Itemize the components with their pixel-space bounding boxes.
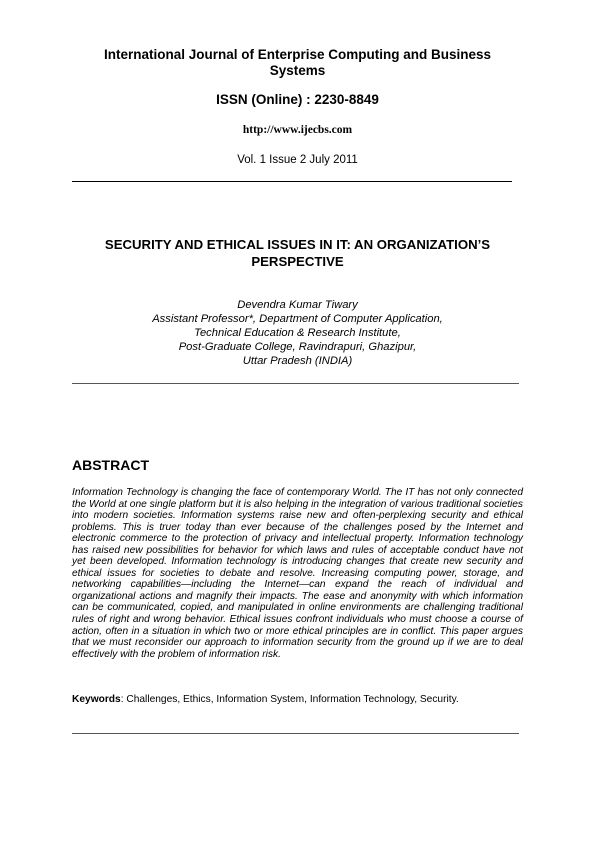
author-institute: Technical Education & Research Institute, xyxy=(194,327,401,339)
author-college: Post-Graduate College, Ravindrapuri, Ghazipur, xyxy=(178,341,417,353)
author-position: Assistant Professor*, Department of Computer Application, xyxy=(152,313,443,325)
section-divider xyxy=(72,383,519,384)
journal-title: International Journal of Enterprise Computing and Business Systems xyxy=(103,47,492,78)
paper-title: SECURITY AND ETHICAL ISSUES IN IT: AN ORGANIZATION’S PERSPECTIVE xyxy=(104,237,491,269)
keywords-text: : Challenges, Ethics, Information System, Information Technology, Security. xyxy=(120,694,459,705)
keywords-label: Keywords xyxy=(72,694,121,705)
footer-divider xyxy=(72,733,519,734)
journal-url[interactable]: http://www.ijecbs.com xyxy=(242,124,353,136)
keywords-line xyxy=(72,694,523,706)
abstract-body: Information Technology is changing the face of contemporary World. The IT has not only connected the World at one single platform but it is also helping in the integration of various traditional societies into modern societies. Information systems raise new and often-perplexing security and ethical problems. This is truer today than ever because of the challenges posed by the Internet and electronic commerce to the protection of privacy and intellectual property. Information technology has raised new possibilities for behavior for which laws and rules of acceptable conduct have not yet been developed. Information technology is introducing changes that create new security and ethical issues for societies to debate and resolve. Increasing computing power, storage, and networking capabilities—including the Internet—can expand the reach of individual and organizational actions and magnify their impacts. The ease and anonymity with which information can be communicated, copied, and manipulated in online environments are challenging traditional rules of right and wrong behavior. Ethical issues confront individuals who must choose a course of action, often in a situation in which two or more ethical principles are in conflict. This paper argues that we must reconsider our approach to information security from the ground up if we are to deal effectively with the problem of information risk. xyxy=(72,487,523,660)
volume-issue: Vol. 1 Issue 2 July 2011 xyxy=(237,154,358,166)
abstract-heading: ABSTRACT xyxy=(72,457,149,473)
author-name: Devendra Kumar Tiwary xyxy=(237,299,358,311)
author-block xyxy=(0,298,595,368)
author-location: Uttar Pradesh (INDIA) xyxy=(242,355,353,367)
header-divider xyxy=(72,181,512,182)
issn-line: ISSN (Online) : 2230-8849 xyxy=(216,92,379,107)
